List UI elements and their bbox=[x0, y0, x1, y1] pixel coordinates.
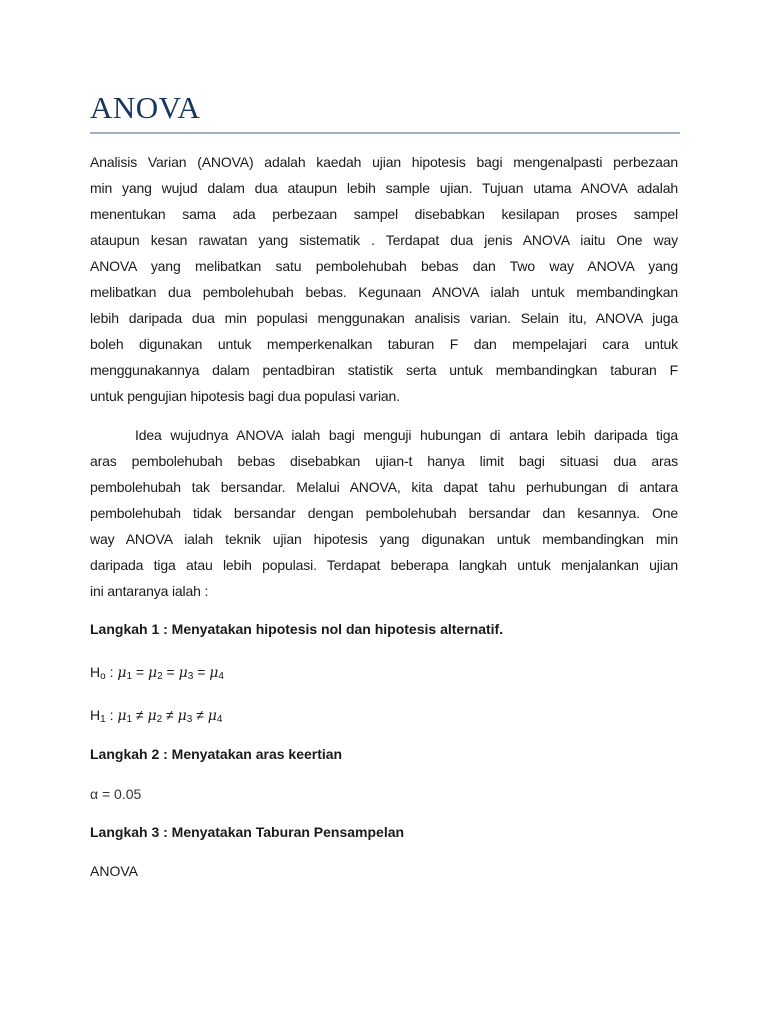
mu-symbol: μ bbox=[117, 665, 127, 681]
text-line: min yang wujud dalam dua ataupun lebih sample ujian. Tujuan utama ANOVA adalah bbox=[90, 180, 678, 196]
paragraph-intro bbox=[90, 149, 678, 409]
operator: = bbox=[132, 664, 148, 680]
hypothesis-subscript: 1 bbox=[100, 714, 106, 725]
text-line: menentukan sama ada perbezaan sampel disebabkan kesilapan proses sampel bbox=[90, 206, 678, 222]
text-line: pembolehubah tak bersandar. Melalui ANOVA, kita dapat tahu perhubungan di antara bbox=[90, 479, 678, 495]
step-2-heading: Langkah 2 : Menyatakan aras keertian bbox=[90, 746, 343, 762]
text-line: ANOVA yang melibatkan satu pembolehubah bebas dan Two way ANOVA yang bbox=[90, 258, 678, 274]
mu-index: 3 bbox=[187, 671, 194, 682]
mu-index: 4 bbox=[216, 714, 223, 725]
mu-symbol: μ bbox=[177, 708, 187, 724]
text-line: menggunakannya dalam pentadbiran statistik serta untuk membandingkan taburan F bbox=[90, 362, 678, 378]
step-3-heading: Langkah 3 : Menyatakan Taburan Pensampelan bbox=[90, 824, 405, 840]
mu-symbol: μ bbox=[147, 708, 157, 724]
mu-index: 2 bbox=[156, 714, 163, 725]
text-line: Analisis Varian (ANOVA) adalah kaedah ujian hipotesis bagi mengenalpasti perbezaan bbox=[90, 154, 678, 170]
significance-level: α = 0.05 bbox=[90, 786, 142, 802]
distribution-name: ANOVA bbox=[90, 863, 138, 879]
mu-index: 1 bbox=[126, 671, 133, 682]
mu-symbol: μ bbox=[209, 665, 219, 681]
text-line: pembolehubah tidak bersandar dengan pembolehubah bersandar dan kesannya. One bbox=[90, 505, 678, 521]
text-line: Idea wujudnya ANOVA ialah bagi menguji hubungan di antara lebih daripada tiga bbox=[135, 427, 678, 443]
mu-symbol: μ bbox=[148, 665, 158, 681]
mu-index: 3 bbox=[186, 714, 193, 725]
null-hypothesis bbox=[90, 662, 224, 687]
hypothesis-label: H bbox=[90, 664, 101, 680]
hypothesis-label: H bbox=[90, 707, 101, 723]
text-line: boleh digunakan untuk memperkenalkan taburan F dan mempelajari cara untuk bbox=[90, 336, 678, 352]
text-line: daripada tiga atau lebih populasi. Terdapat beberapa langkah untuk menjalankan ujian bbox=[90, 557, 678, 573]
document-title: ANOVA bbox=[90, 90, 201, 125]
text-line: melibatkan dua pembolehubah bebas. Kegunaan ANOVA ialah untuk membandingkan bbox=[90, 284, 678, 300]
operator: = bbox=[193, 664, 210, 680]
mu-symbol: μ bbox=[207, 708, 217, 724]
text-line: ini antaranya ialah : bbox=[90, 583, 209, 599]
text-line: untuk pengujian hipotesis bagi dua populasi varian. bbox=[90, 388, 400, 404]
separator: : bbox=[105, 707, 118, 723]
text-line: lebih daripada dua min populasi menggunakan analisis varian. Selain itu, ANOVA juga bbox=[90, 310, 678, 326]
text-line: way ANOVA ialah teknik ujian hipotesis yang digunakan untuk membandingkan min bbox=[90, 531, 678, 547]
mu-symbol: μ bbox=[117, 708, 127, 724]
text-line: aras pembolehubah bebas disebabkan ujian-t hanya limit bagi situasi dua aras bbox=[90, 453, 678, 469]
operator: ≠ bbox=[192, 707, 208, 723]
text-line: ataupun kesan rawatan yang sistematik . Terdapat dua jenis ANOVA iaitu One way bbox=[90, 232, 678, 248]
mu-index: 2 bbox=[157, 671, 163, 682]
title-divider bbox=[90, 132, 680, 134]
operator: ≠ bbox=[162, 707, 178, 723]
separator: : bbox=[105, 664, 118, 680]
mu-index: 4 bbox=[218, 671, 224, 682]
mu-symbol: μ bbox=[178, 665, 188, 681]
step-1-heading: Langkah 1 : Menyatakan hipotesis nol dan hipotesis alternatif. bbox=[90, 621, 504, 637]
paragraph-idea bbox=[90, 422, 678, 604]
alternative-hypothesis bbox=[90, 705, 222, 730]
operator: ≠ bbox=[132, 707, 148, 723]
operator: = bbox=[162, 664, 179, 680]
hypothesis-subscript: o bbox=[100, 671, 106, 682]
mu-index: 1 bbox=[126, 714, 133, 725]
